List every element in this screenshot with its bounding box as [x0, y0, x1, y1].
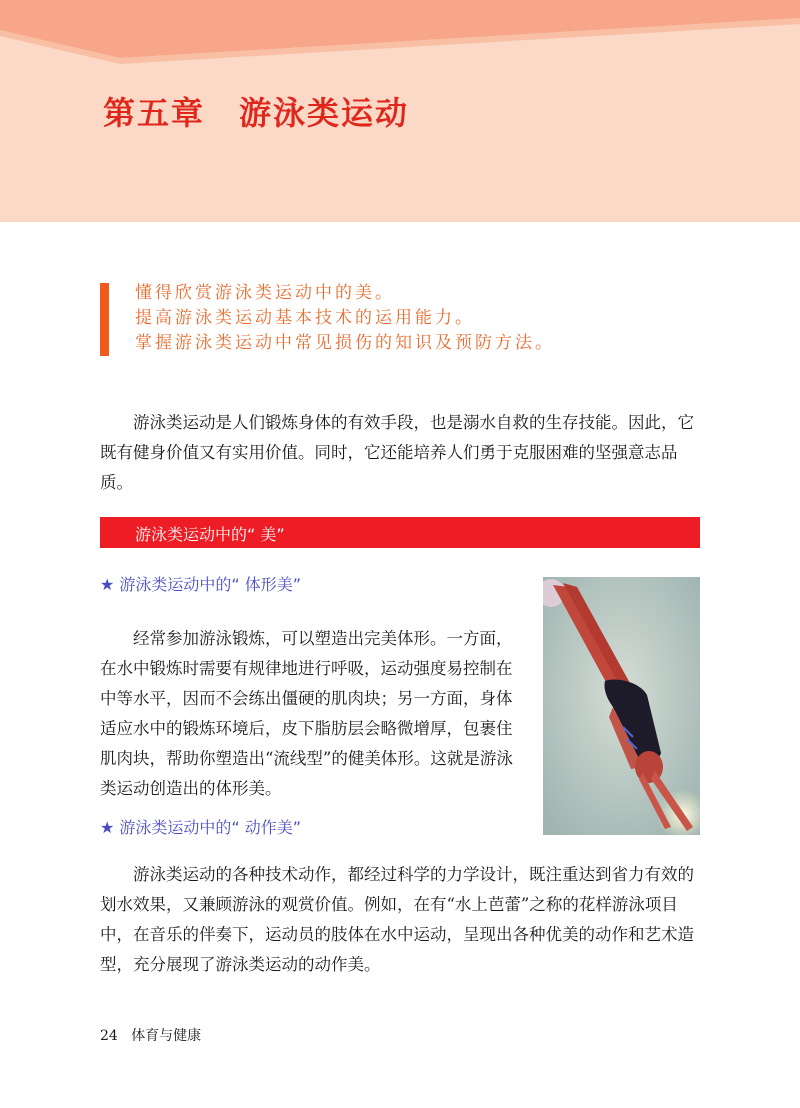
goals-accent-bar [100, 283, 109, 356]
movement-text: 游泳类运动的各种技术动作，都经过科学的力学设计，既注重达到省力有效的划水效果，又兼顾游泳的观赏价值。例如，在有“水上芭蕾”之称的花样游泳项目中，在音乐的伴奏下，运动员的肢体在水中运动，呈现出各种优美的动作和艺术造型，充分展现了游泳类运动的动作美。 [100, 865, 694, 974]
learning-goals [135, 281, 555, 356]
body-shape-paragraph [100, 624, 524, 804]
movement-paragraph [100, 860, 700, 980]
page-number: 24 [100, 1028, 118, 1044]
intro-text: 游泳类运动是人们锻炼身体的有效手段，也是溺水自救的生存技能。因此，它既有健身价值又有实用价值。同时，它还能培养人们勇于克服困难的坚强意志品质。 [100, 413, 694, 492]
goal-item: 掌握游泳类运动中常见损伤的知识及预防方法。 [135, 333, 555, 353]
page-footer [100, 1025, 201, 1045]
intro-paragraph [100, 408, 700, 498]
subsection-heading-body-shape: ★ 游泳类运动中的“ 体形美” [100, 575, 302, 594]
chapter-header-band [0, 0, 800, 222]
body-shape-text: 经常参加游泳锻炼，可以塑造出完美体形。一方面，在水中锻炼时需要有规律地进行呼吸，运动强度易控制在中等水平，因而不会练出僵硬的肌肉块；另一方面，身体适应水中的锻炼环境后，皮下脂肪层会略微增厚，包裹住肌肉块，帮助你塑造出“流线型”的健美体形。这就是游泳类运动创造出的体形美。 [100, 629, 513, 798]
section-heading-bar [100, 517, 700, 548]
goal-item: 懂得欣赏游泳类运动中的美。 [135, 283, 395, 303]
book-title: 体育与健康 [131, 1028, 202, 1044]
swimmer-photo [543, 577, 700, 835]
section-title: 游泳类运动中的“ 美” [135, 525, 285, 544]
chapter-title: 第五章 游泳类运动 [103, 94, 410, 132]
subsection-heading-movement: ★ 游泳类运动中的“ 动作美” [100, 818, 302, 837]
goal-item: 提高游泳类运动基本技术的运用能力。 [135, 308, 475, 328]
